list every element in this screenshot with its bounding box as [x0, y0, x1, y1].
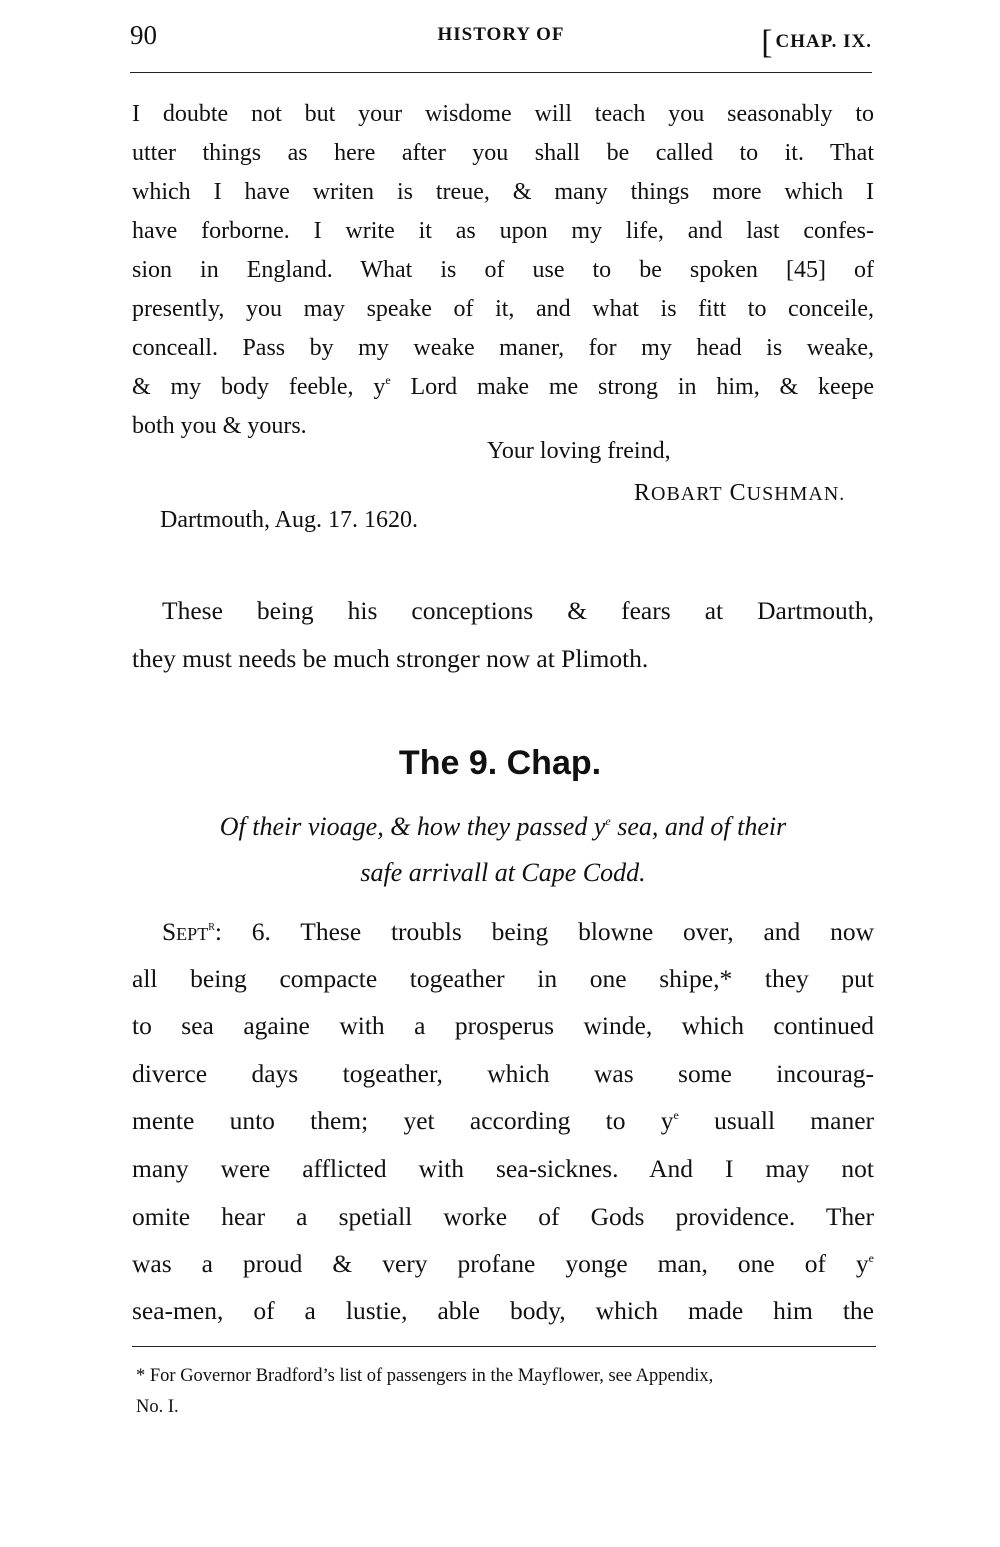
transition-line: they must needs be much stronger now at Plimoth.: [132, 644, 649, 673]
superscript: e: [605, 814, 611, 828]
letter-line: sion in England. What is of use to be spoken [45] of: [132, 257, 874, 283]
chapter-bracket: [: [761, 24, 774, 61]
text-run: : 6. These troubls being blowne over, and now: [214, 917, 874, 946]
body-line: [132, 1106, 874, 1136]
chapter-marker: [761, 24, 872, 62]
running-head: [130, 20, 872, 60]
superscript: e: [673, 1108, 679, 1122]
superscript: R: [208, 922, 215, 933]
letter-line: I doubte not but your wisdome will teach you seasonably to: [132, 101, 874, 127]
letter-line: both you & yours.: [132, 413, 307, 439]
text-run: Sept: [162, 917, 209, 946]
footnote-line: * For Governor Bradford’s list of passengers in the Mayflower, see Appendix,: [136, 1366, 714, 1386]
text-run: OBART: [651, 483, 723, 505]
header-rule: [130, 72, 872, 73]
letter-line: utter things as here after you shall be called to it. That: [132, 140, 874, 166]
letter-line: presently, you may speake of it, and what is fitt to conceile,: [132, 296, 874, 322]
text-run: R: [634, 480, 652, 506]
letter-line: which I have writen is treue, & many things more which I: [132, 179, 874, 205]
body-line: omite hear a spetiall worke of Gods providence. Ther: [132, 1202, 874, 1231]
text-run: Lord make me strong in him, & keepe: [390, 374, 875, 400]
body-line: sea-men, of a lustie, able body, which made him the: [132, 1296, 874, 1325]
letter-line: have forborne. I write it as upon my life, and last confes-: [132, 218, 874, 244]
chapter-subtitle: safe arrivall at Cape Codd.: [360, 858, 646, 887]
body-line: many were afflicted with sea-sicknes. And I may not: [132, 1154, 874, 1183]
running-title: HISTORY OF: [437, 24, 565, 45]
chapter-subtitle: [132, 812, 874, 842]
page-number: 90: [130, 20, 157, 50]
letter-line: [132, 374, 874, 401]
superscript: e: [868, 1251, 874, 1265]
body-line: [162, 917, 874, 947]
text-run: Of their vioage, & how they passed y: [219, 812, 606, 841]
text-run: & my body feeble, y: [132, 374, 386, 400]
body-line: diverce days togeather, which was some incourag-: [132, 1059, 874, 1088]
chapter-label: CHAP. IX.: [775, 31, 872, 52]
text-run: usuall maner: [678, 1106, 874, 1135]
letter-place-date: Dartmouth, Aug. 17. 1620.: [160, 507, 418, 533]
text-run: sea, and of their: [610, 812, 787, 841]
transition-line: These being his conceptions & fears at Dartmouth,: [162, 596, 874, 625]
footnote-line: No. I.: [136, 1397, 179, 1417]
text-run: was a proud & very profane yonge man, one of y: [132, 1249, 869, 1278]
body-line: [132, 1249, 874, 1279]
letter-line: conceall. Pass by my weake maner, for my head is weake,: [132, 335, 874, 361]
letter-closing: Your loving freind,: [487, 438, 671, 464]
footnote-rule: [132, 1346, 876, 1347]
text-run: USHMAN.: [746, 483, 846, 505]
letter-signature: [634, 480, 845, 507]
body-line: to sea againe with a prosperus winde, which continued: [132, 1011, 874, 1040]
text-run: mente unto them; yet according to y: [132, 1106, 674, 1135]
chapter-heading: The 9. Chap.: [398, 744, 602, 782]
text-run: C: [722, 480, 747, 506]
body-line: all being compacte togeather in one shipe,* they put: [132, 964, 874, 993]
superscript: e: [385, 373, 391, 387]
